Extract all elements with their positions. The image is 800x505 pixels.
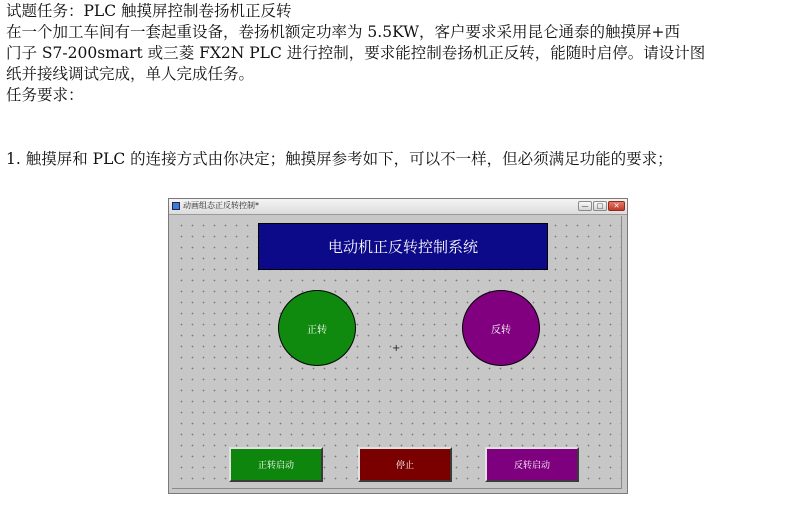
hmi-canvas[interactable] (172, 216, 622, 489)
minimize-icon[interactable]: — (578, 201, 592, 211)
task-requirements-heading: 任务要求： (6, 86, 84, 104)
app-icon (172, 202, 180, 210)
start-forward-button[interactable]: 正转启动 (229, 447, 323, 482)
task-title: 试题任务：PLC 触摸屏控制卷扬机正反转 (6, 2, 292, 20)
crosshair-icon: + (392, 343, 401, 354)
window-title: 动画组态正反转控制* (183, 201, 259, 210)
task-description-line-2: 门子 S7-200smart 或三菱 FX2N PLC 进行控制，要求能控制卷扬机正反转，能随时启停。请设计图 (6, 44, 706, 62)
stop-button[interactable]: 停止 (358, 447, 452, 482)
document-text (6, 1, 796, 106)
task-description-line-3: 纸并接线调试完成，单人完成任务。 (6, 65, 255, 83)
task-description-line-1: 在一个加工车间有一套起重设备，卷扬机额定功率为 5.5KW，客户要求采用昆仑通泰的触摸屏+西 (6, 23, 681, 41)
hmi-designer-window (168, 198, 628, 494)
close-icon[interactable]: ✕ (608, 201, 625, 211)
system-title-banner: 电动机正反转控制系统 (258, 223, 548, 270)
window-titlebar[interactable] (169, 199, 627, 215)
start-reverse-button[interactable]: 反转启动 (485, 447, 579, 482)
reverse-indicator-lamp[interactable]: 反转 (462, 290, 540, 366)
forward-indicator-lamp[interactable]: 正转 (278, 290, 356, 366)
requirement-item-1: 1. 触摸屏和 PLC 的连接方式由你决定；触摸屏参考如下，可以不一样，但必须满足功能的要求； (6, 150, 673, 168)
maximize-icon[interactable]: □ (593, 201, 607, 211)
